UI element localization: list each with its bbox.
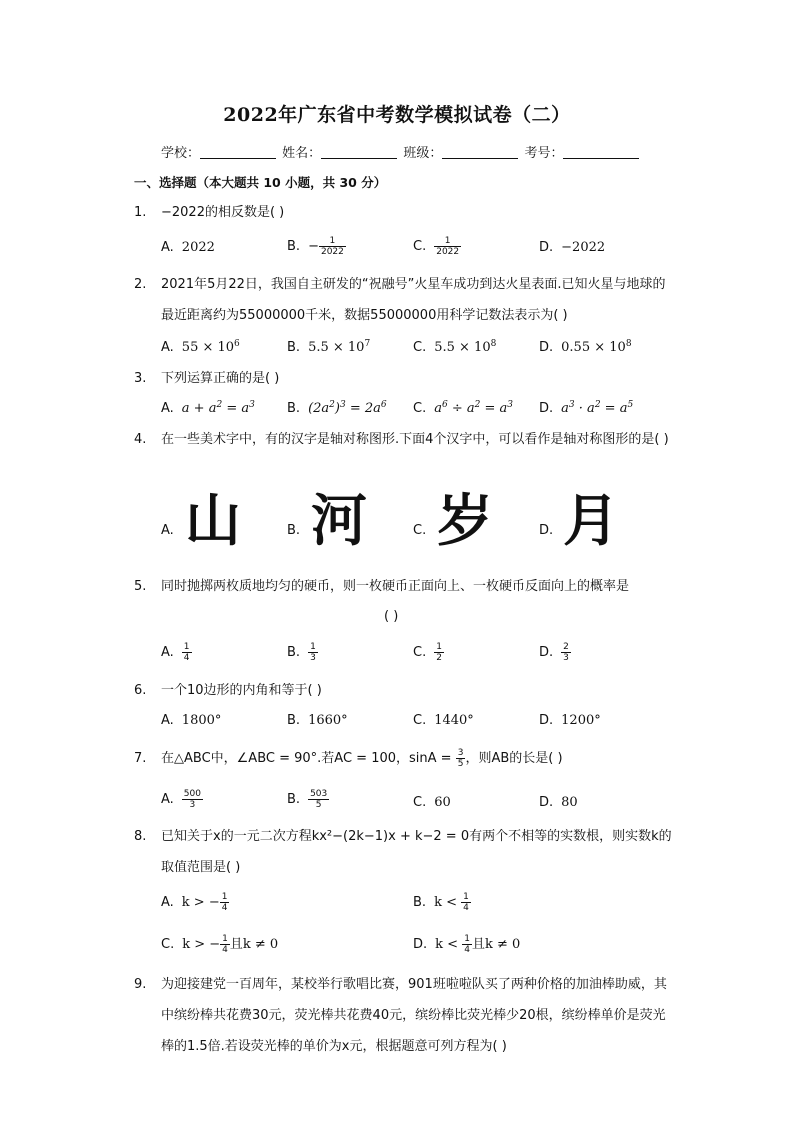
character-he: 河 [311, 488, 367, 554]
option-d: D. $\frac{2}{3}$ [539, 642, 569, 663]
option-a: A. $55 \times 10^6$ [161, 339, 240, 355]
option-b: B. − $\frac{1}{2022}$ [287, 236, 344, 257]
question-text: −2022的相反数是( ) [161, 205, 285, 220]
question-number: 3. [134, 371, 147, 386]
question-number: 1. [134, 205, 147, 220]
option-b: B. $\frac{1}{3}$ [287, 642, 316, 663]
question-number: 6. [134, 683, 147, 698]
exam-no-label: 考号： [524, 146, 564, 161]
option-c: C. $a^6 \div a^2 = a^3$ [413, 400, 514, 416]
question-text: 在一些美术字中，有的汉字是轴对称图形.下面4个汉字中，可以看作是轴对称图形的是( ) [161, 432, 669, 447]
name-label: 姓名： [282, 146, 322, 161]
question-text: 在△ABC中，∠ABC = 90°.若AC = 100，sinA = $\frac{3}{5}$ ，则AB的长是( ) [161, 748, 563, 769]
option-d: D. 80 [539, 795, 578, 810]
option-a: A. 1800° [161, 713, 222, 728]
option-b: B. $5.5 \times 10^7$ [287, 339, 371, 355]
option-d: D. 月 [539, 488, 619, 554]
option-c: C. 1440° [413, 713, 474, 728]
option-a: A. $a + a^2 = a^3$ [161, 400, 255, 416]
class-blank [442, 145, 518, 159]
exam-no-blank [563, 145, 639, 159]
question-number: 8. [134, 829, 147, 844]
option-d: D. $0.55 \times 10^8$ [539, 339, 632, 355]
option-d: D. $a^3 \cdot a^2 = a^5$ [539, 400, 634, 416]
page-title: 2022年广东省中考数学模拟试卷（二） [223, 104, 571, 126]
option-b: B. k < $\frac{1}{4}$ [413, 892, 469, 913]
option-c: C. $\frac{1}{2}$ [413, 642, 442, 663]
option-c: C. 岁 [413, 488, 493, 554]
question-text: 下列运算正确的是( ) [161, 371, 280, 386]
question-number: 5. [134, 579, 147, 594]
question-number: 4. [134, 432, 147, 447]
option-b: B. 1660° [287, 713, 348, 728]
option-d: D. k < $\frac{1}{4}$ 且k ≠ 0 [413, 934, 521, 955]
question-text: 同时抛掷两枚质地均匀的硬币，则一枚硬币正面向上、一枚硬币反面向上的概率是 [161, 579, 630, 594]
question-number: 2. [134, 277, 147, 292]
option-c: C. $5.5 \times 10^8$ [413, 339, 497, 355]
option-a: A. 山 [161, 488, 241, 554]
school-blank [200, 145, 276, 159]
question-number: 9. [134, 977, 147, 992]
question-number: 7. [134, 751, 147, 766]
option-c: C. 60 [413, 795, 451, 810]
character-yue: 月 [563, 488, 619, 554]
character-shan: 山 [185, 488, 241, 554]
option-a: A. $\frac{500}{3}$ [161, 789, 201, 810]
option-a: A. k > − $\frac{1}{4}$ [161, 892, 228, 913]
question-text: 2021年5月22日，我国自主研发的“祝融号”火星车成功到达火星表面.已知火星与地球的最近距离约为55000000千米，数据55000000用科学记数法表示为( ) [161, 277, 666, 323]
section-heading: 一、选择题（本大题共 10 小题，共 30 分） [134, 175, 387, 190]
option-d: D. −2022 [539, 240, 606, 255]
class-label: 班级： [403, 146, 443, 161]
option-c: C. $\frac{1}{2022}$ [413, 236, 460, 257]
option-b: B. 河 [287, 488, 367, 554]
question-text: 一个10边形的内角和等于( ) [161, 683, 322, 698]
character-sui: 岁 [437, 488, 493, 554]
student-info-line [161, 142, 641, 161]
option-c: C. k > − $\frac{1}{4}$ 且k ≠ 0 [161, 934, 279, 955]
option-d: D. 1200° [539, 713, 601, 728]
option-b: B. $(2a^2)^3 = 2a^6$ [287, 400, 387, 416]
question-text: 已知关于x的一元二次方程kx²−(2k−1)x + k−2 = 0有两个不相等的实数根，则实数k的取值范围是( ) [161, 829, 672, 875]
option-b: B. $\frac{503}{5}$ [287, 789, 328, 810]
option-a: A. $\frac{1}{4}$ [161, 642, 190, 663]
question-text: 为迎接建党一百周年，某校举行歌唱比赛，901班啦啦队买了两种价格的加油棒助威，其中缤纷棒共花费30元，荧光棒共花费40元，缤纷棒比荧光棒少20根，缤纷棒单价是荧光棒的1.5倍.若设荧光棒的单价为x元，根据题意可列方程为( ) [161, 977, 667, 1054]
option-a: A. 2022 [161, 240, 215, 255]
school-label: 学校： [161, 146, 201, 161]
answer-paren: ( ) [384, 609, 399, 624]
name-blank [321, 145, 397, 159]
